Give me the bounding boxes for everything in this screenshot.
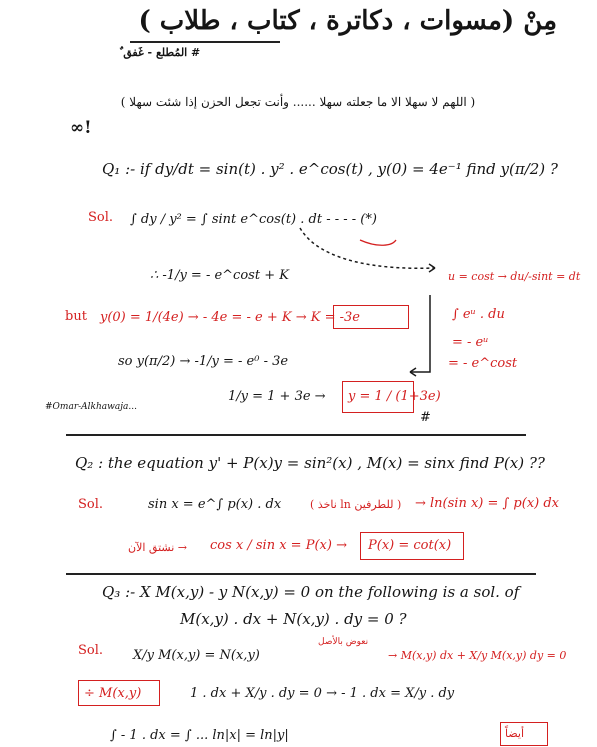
- q2-derive-note: نشتق الآن →: [128, 541, 187, 554]
- q3-line2: 1 . dx + X/y . dy = 0 → - 1 . dx = X/y . dy: [190, 686, 455, 701]
- q1-side-result: = - eᵘ: [452, 335, 489, 350]
- q3-box-label: ÷ M(x,y): [84, 686, 142, 701]
- q1-but-label: but: [65, 309, 87, 324]
- q2-sol-label: Sol.: [78, 497, 104, 512]
- substitution-arrow: [300, 228, 435, 268]
- author-tag: #Omar-Alkhawaja...: [45, 402, 137, 412]
- page-title: مِنْ (مسوات ، دكاترة ، كتاب ، طلاب ): [138, 6, 557, 36]
- corner-note: أيضاً: [505, 727, 525, 740]
- arrowhead-1: [429, 264, 435, 272]
- q2-note1: ( ناخذ ln للطرفين ): [310, 498, 402, 511]
- q1-answer: y = 1 / (1+3e): [348, 389, 441, 404]
- q1-side-sub: u = cost → du/-sint = dt: [448, 270, 581, 283]
- q2-line1: sin x = e^∫ p(x) . dx: [148, 497, 282, 512]
- q3-question-cont: M(x,y) . dx + N(x,y) . dy = 0 ?: [180, 610, 407, 628]
- q2-line1b: → ln(sin x) = ∫ p(x) dx: [415, 496, 560, 511]
- q1-line4: so y(π/2) → -1/y = - e⁰ - 3e: [118, 354, 289, 369]
- q1-side-final: = - e^cost: [448, 356, 518, 371]
- q1-question: Q₁ :- if dy/dt = sin(t) . y² . e^cos(t) , y(0) = 4e⁻¹ find y(π/2) ?: [102, 160, 558, 178]
- q3-note1: نعوض بالأصل: [318, 637, 369, 647]
- q1-sol-label: Sol.: [88, 210, 114, 225]
- q1-side-int: ∫ eᵘ . du: [452, 307, 505, 322]
- q1-line2: ∴ -1/y = - e^cost + K: [150, 268, 289, 283]
- q3-line3: ∫ - 1 . dx = ∫ ... ln|x| = ln|y|: [110, 728, 289, 743]
- q1-line1: ∫ dy / y² = ∫ sint e^cos(t) . dt - - - - (*): [130, 212, 377, 227]
- dua-text: ( اللهم لا سهلا الا ما جعلته سهلا ...... وأنت تجعل الحزن إذا شئت سهلا ): [120, 95, 476, 109]
- q3-line1b: → M(x,y) dx + X/y M(x,y) dy = 0: [388, 649, 567, 662]
- q2-line2: cos x / sin x = P(x) →: [210, 538, 347, 553]
- page-subtitle: # المُطلع - غَفق ٌ: [120, 46, 201, 59]
- q2-question: Q₂ : the equation y' + P(x)y = sin²(x) , M(x) = sinx find P(x) ??: [75, 454, 545, 472]
- hash-mark: #: [420, 410, 431, 425]
- q3-sol-label: Sol.: [78, 643, 104, 658]
- q2-answer: P(x) = cot(x): [368, 538, 452, 553]
- q3-question: Q₃ :- X M(x,y) - y N(x,y) = 0 on the following is a sol. of: [102, 583, 520, 601]
- q1-line3: y(0) = 1/(4e) → - 4e = - e + K → K = -3e: [100, 310, 360, 325]
- star-underline: [360, 240, 396, 245]
- q1-line5: 1/y = 1 + 3e →: [228, 389, 326, 404]
- bracket-line: [410, 295, 430, 372]
- q3-line1: X/y M(x,y) = N(x,y): [133, 648, 260, 663]
- infinity-mark: ∞!: [70, 118, 92, 138]
